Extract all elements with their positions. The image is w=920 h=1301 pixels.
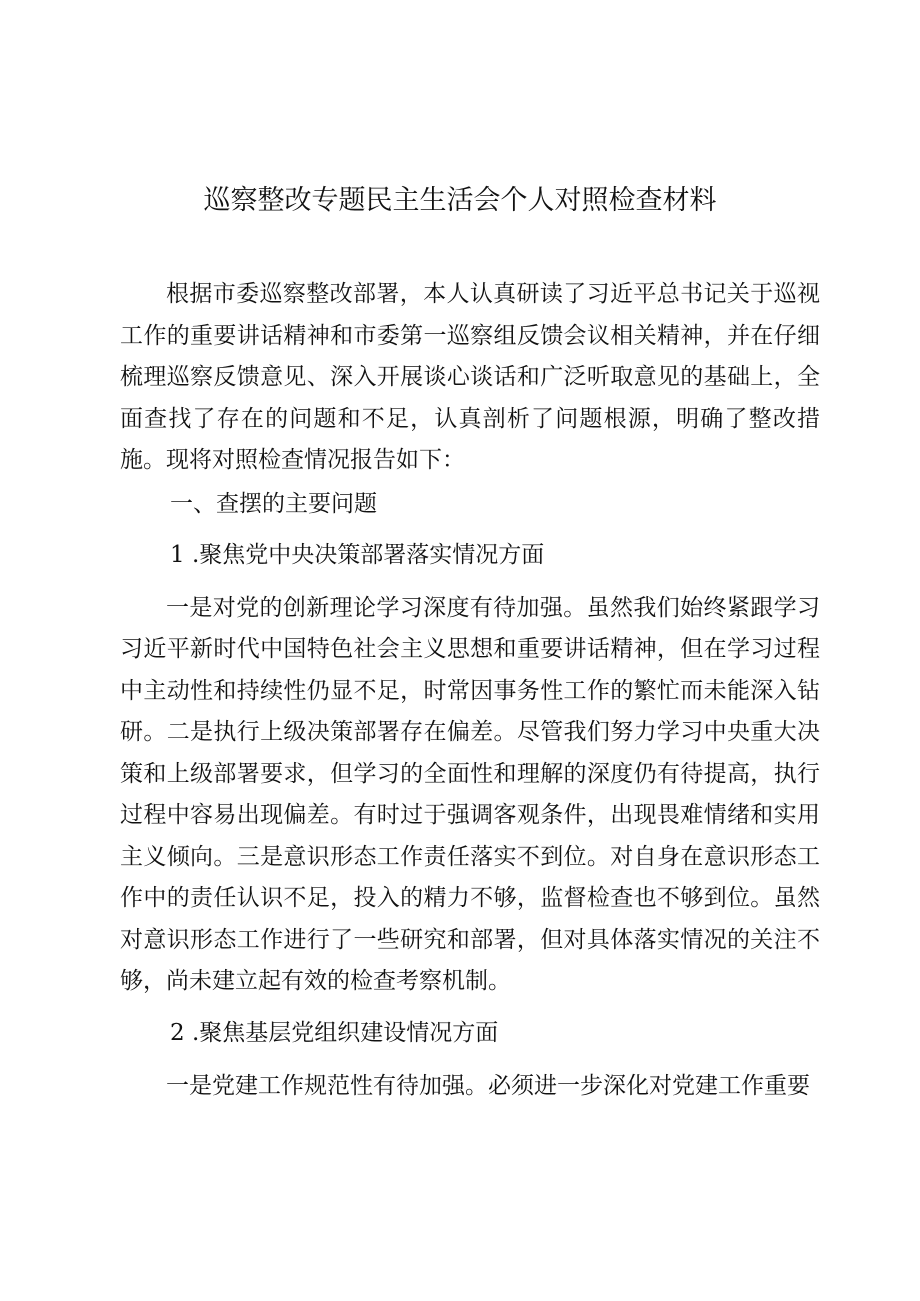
document-title: 巡察整改专题民主生活会个人对照检查材料 <box>203 185 717 216</box>
subsection-heading-1: 1 .聚焦党中央决策部署落实情况方面 <box>170 541 545 568</box>
intro-paragraph: 根据市委巡察整改部署，本人认真研读了习近平总书记关于巡视工作的重要讲话精神和市委第一巡察组反馈会议相关精神，并在仔细梳理巡察反馈意见、深入开展谈心谈话和广泛听取意见的基础上，全面查找了存在的问题和不足，认真剖析了问题根源，明确了整改措施。现将对照检查情况报告如下： <box>120 281 820 473</box>
section-heading-problems: 一、查摆的主要问题 <box>170 490 377 517</box>
document-body <box>120 274 820 1107</box>
subsection-2-paragraph: 一是党建工作规范性有待加强。必须进一步深化对党建工作重要 <box>166 1072 810 1099</box>
subsection-heading-2: 2 .聚焦基层党组织建设情况方面 <box>170 1019 499 1046</box>
subsection-1-paragraph: 一是对党的创新理论学习深度有待加强。虽然我们始终紧跟学习习近平新时代中国特色社会主义思想和重要讲话精神，但在学习过程中主动性和持续性仍显不足，时常因事务性工作的繁忙而未能深入钻研。二是执行上级决策部署存在偏差。尽管我们努力学习中央重大决策和上级部署要求，但学习的全面性和理解的深度仍有待提高，执行过程中容易出现偏差。有时过于强调客观条件，出现畏难情绪和实用主义倾向。三是意识形态工作责任落实不到位。对自身在意识形态工作中的责任认识不足，投入的精力不够，监督检查也不够到位。虽然对意识形态工作进行了一些研究和部署，但对具体落实情况的关注不够，尚未建立起有效的检查考察机制。 <box>120 594 820 994</box>
